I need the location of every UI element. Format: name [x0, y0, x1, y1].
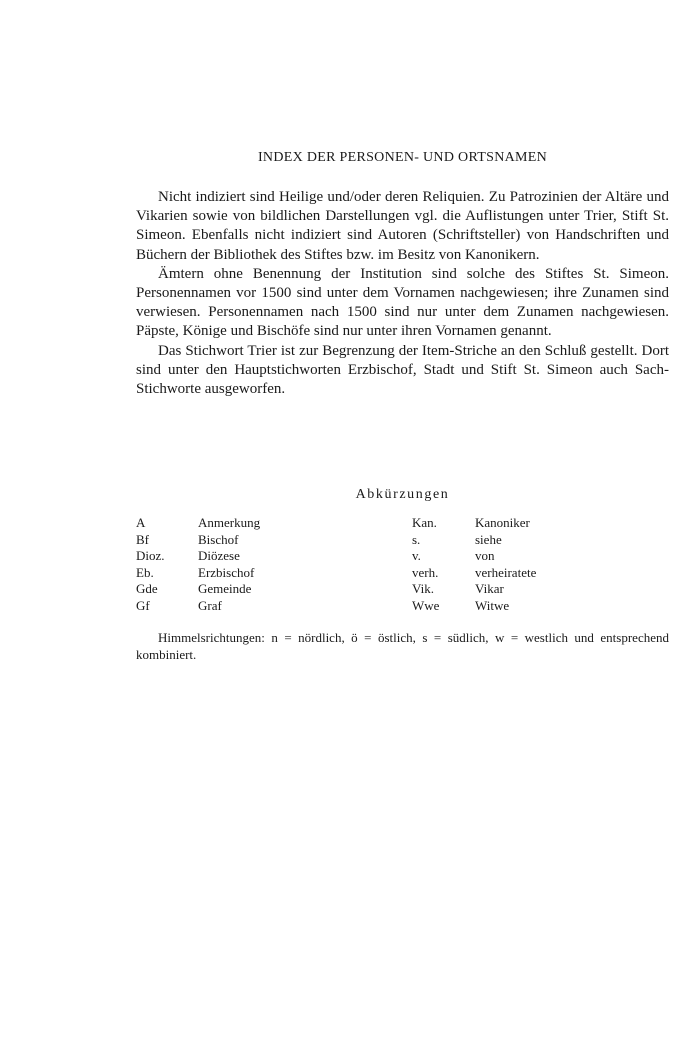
- abbreviation-code: Dioz.: [136, 548, 165, 564]
- intro-paragraph-2: Ämtern ohne Benennung der Institution sind solche des Stiftes St. Simeon. Personennamen vor 1500 sind unter dem Vornamen nachgewiesen; ihre Zunamen sind verwiesen. Personennamen nach 1500 sind nur unter dem Zunamen nachgewiesen. Päpste, Könige und Bischöfe sind nur unter ihren Vornamen genannt.: [136, 265, 669, 340]
- abbreviation-code: Eb.: [136, 564, 154, 580]
- abbreviation-row: [136, 532, 669, 549]
- directions-note: Himmelsrichtungen: n = nördlich, ö = östlich, s = südlich, w = westlich und entsprechend kombiniert.: [136, 630, 669, 662]
- abbreviation-meaning: siehe: [475, 531, 502, 547]
- intro-text: [136, 188, 669, 399]
- abbreviation-meaning: Witwe: [475, 597, 510, 613]
- abbreviation-code: s.: [412, 531, 421, 547]
- abbreviation-row: [136, 581, 669, 598]
- abbreviations-table: [136, 515, 669, 615]
- abbreviation-meaning: Gemeinde: [198, 581, 252, 597]
- abbreviation-code: Gf: [136, 597, 150, 613]
- abbreviation-code: Gde: [136, 581, 158, 597]
- abbreviation-meaning: von: [475, 548, 495, 564]
- abbreviation-meaning: Kanoniker: [475, 515, 530, 530]
- abbreviation-code: Bf: [136, 531, 149, 547]
- abbreviation-meaning: Anmerkung: [198, 515, 261, 530]
- abbreviation-meaning: verheiratete: [475, 564, 537, 580]
- abbreviation-code: Wwe: [412, 597, 440, 613]
- intro-paragraph-3: Das Stichwort Trier ist zur Begrenzung der Item-Striche an den Schluß gestellt. Dort sind unter den Hauptstichworten Erzbischof, Stadt und Stift St. Simeon auch Sach-Stichworte ausgeworfen.: [136, 342, 669, 398]
- abbreviation-meaning: Diözese: [198, 548, 240, 564]
- abbreviations-heading: Abkürzungen: [355, 487, 450, 502]
- abbreviation-code: Kan.: [412, 515, 437, 530]
- abbreviation-code: v.: [412, 548, 421, 564]
- abbreviation-code: verh.: [412, 564, 439, 580]
- abbreviation-row: [136, 565, 669, 582]
- abbreviation-row: [136, 548, 669, 565]
- abbreviation-row: [136, 515, 669, 532]
- abbreviation-code: A: [136, 515, 146, 530]
- abbreviation-meaning: Graf: [198, 597, 222, 613]
- abbreviation-meaning: Vikar: [475, 581, 504, 597]
- intro-paragraph-1: Nicht indiziert sind Heilige und/oder deren Reliquien. Zu Patrozinien der Altäre und Vikarien sowie von bildlichen Darstellungen vgl. die Auflistungen unter Trier, Stift St. Simeon. Ebenfalls nicht indiziert sind Autoren (Schriftsteller) von Handschriften und Büchern der Bibliothek des Stiftes bzw. im Besitz von Kanonikern.: [136, 189, 669, 263]
- page-title: INDEX DER PERSONEN- UND ORTSNAMEN: [257, 150, 548, 165]
- abbreviation-row: [136, 598, 669, 615]
- abbreviation-meaning: Bischof: [198, 531, 239, 547]
- abbreviation-meaning: Erzbischof: [198, 564, 255, 580]
- abbreviation-code: Vik.: [412, 581, 434, 597]
